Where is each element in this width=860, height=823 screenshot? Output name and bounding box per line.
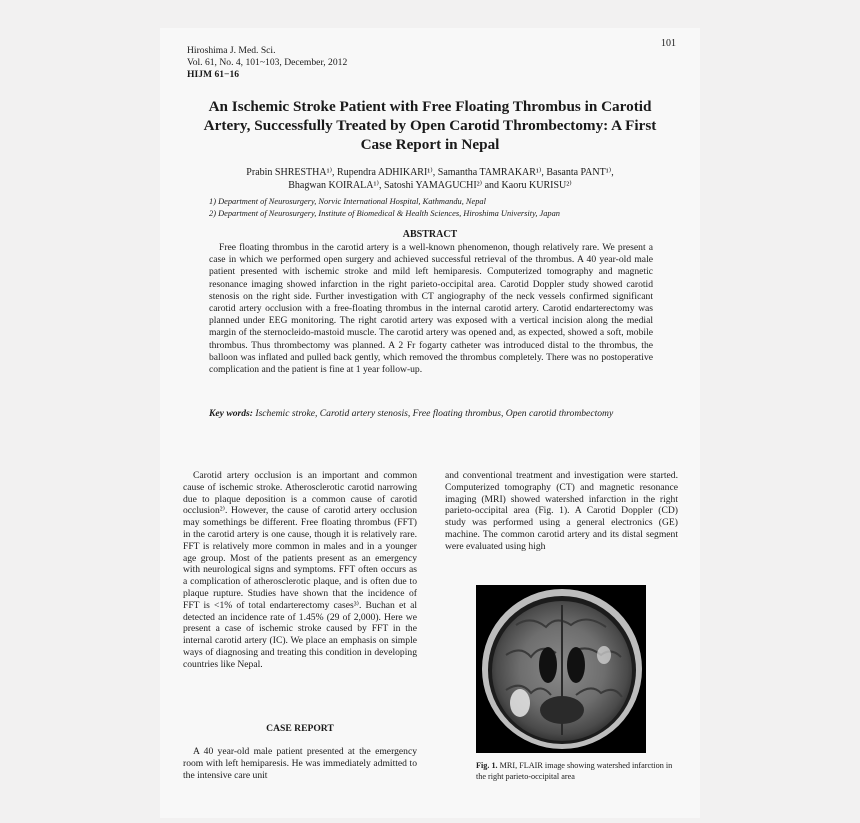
- paper-title: An Ischemic Stroke Patient with Free Floating Thrombus in Carotid Artery, Successfully Treated by Open Carotid Thrombectomy: A First Case Report in Nepal: [203, 98, 657, 153]
- intro-paragraph: Carotid artery occlusion is an important and common cause of ischemic stroke. Atherosclerotic carotid narrowing due to plaque deposition is a common cause of carotid occlusion²⁾. However, the cause of carotid artery occlusion may somethings be different. Free floating thrombus (FFT) in the carotid artery is one cause, though it is relatively rare. FFT is relatively more common in males and in a younger age group. Most of the patients present as an emergency with neurological signs and symptoms. FFT often occurs as a complication of atherosclerotic plaque, and is often due to plaque rupture. Studies have shown that the incidence of FFT is <1% of total endarterectomy cases³⁾. Buchan et al detected an incidence rate of 1.45% (29 of 2,000). Here we present a case of ischemic stroke caused by FFT in the internal carotid artery (IC). We place an emphasis on simple ways of diagnosing and treating this condition in developing countries like Nepal.: [183, 470, 417, 670]
- page-number: 101: [661, 38, 676, 49]
- mri-figure: [476, 585, 646, 753]
- affiliation-1: 1) Department of Neurosurgery, Norvic International Hospital, Kathmandu, Nepal: [209, 197, 486, 206]
- abstract-text: Free floating thrombus in the carotid artery is a well-known phenomenon, though relatively rare. We present a case in which we performed open surgery and achieved successful retrieval of the thrombus. A 40 year-old male patient presented with ischemic stroke and mild left hemiparesis. Computerized tomography and magnetic resonance imaging showed infarction in the right parieto-occipital area. Carotid Doppler study showed carotid stenosis on the right side. Further investigation with CT angiography of the neck vessels confirmed significant carotid artery occlusion with a free-floating thrombus in the internal carotid artery. Carotid endarterectomy was planned under EEG monitoring. The right carotid artery was exposed with a vertical incision along the medial margin of the sternocleido-mastoid muscle. The carotid artery was opened and, as expected, showed a soft, mobile thrombus. Thus thrombectomy was planned. A 2 Fr fogarty catheter was introduced distal to the thrombus, the balloon was inflated and pulled back gently, which removed the thrombus completely. There was no postoperative complication and the patient is fine at 1 year follow-up.: [209, 242, 653, 376]
- author-line-1: Prabin SHRESTHA¹⁾, Rupendra ADHIKARI¹⁾, Samantha TAMRAKAR¹⁾, Basanta PANT¹⁾,: [246, 167, 614, 178]
- continued-paragraph: and conventional treatment and investigation were started. Computerized tomography (CT) and magnetic resonance imaging (MRI) showed watershed infarction in the right parieto-occipital area (Fig. 1). A Carotid Doppler (CD) study was performed using a general electronics (GE) machine. The common carotid artery and its distal segment were evaluated using high: [445, 470, 678, 552]
- journal-name: Hiroshima J. Med. Sci.: [187, 45, 276, 56]
- keywords-text: Ischemic stroke, Carotid artery stenosis, Free floating thrombus, Open carotid thrombectomy: [255, 408, 614, 419]
- affiliation-2: 2) Department of Neurosurgery, Institute of Biomedical & Health Sciences, Hiroshima University, Japan: [209, 208, 560, 218]
- journal-id: HIJM 61−16: [187, 69, 240, 80]
- journal-volume: Vol. 61, No. 4, 101~103, December, 2012: [187, 57, 348, 68]
- body-column-left: [183, 470, 417, 671]
- case-report-heading: CASE REPORT: [266, 723, 334, 734]
- figure-caption: [476, 760, 676, 782]
- author-line-2: Bhagwan KOIRALA¹⁾, Satoshi YAMAGUCHI²⁾ and Kaoru KURISU²⁾: [288, 180, 572, 191]
- abstract-heading: ABSTRACT: [402, 229, 458, 240]
- body-column-right: [445, 470, 678, 553]
- case-report-body: [183, 746, 417, 781]
- keywords-label: Key words:: [209, 408, 253, 419]
- journal-info: [187, 45, 347, 81]
- figure-label: Fig. 1.: [476, 761, 498, 770]
- affiliations: [209, 196, 669, 219]
- author-list: [190, 166, 670, 192]
- figure-caption-text: MRI, FLAIR image showing watershed infarction in the right parieto-occipital area: [476, 761, 673, 781]
- case-paragraph: A 40 year-old male patient presented at the emergency room with left hemiparesis. He was immediately admitted to the intensive care unit: [183, 746, 417, 781]
- mri-brain-image: [476, 585, 646, 753]
- keywords: [209, 408, 653, 420]
